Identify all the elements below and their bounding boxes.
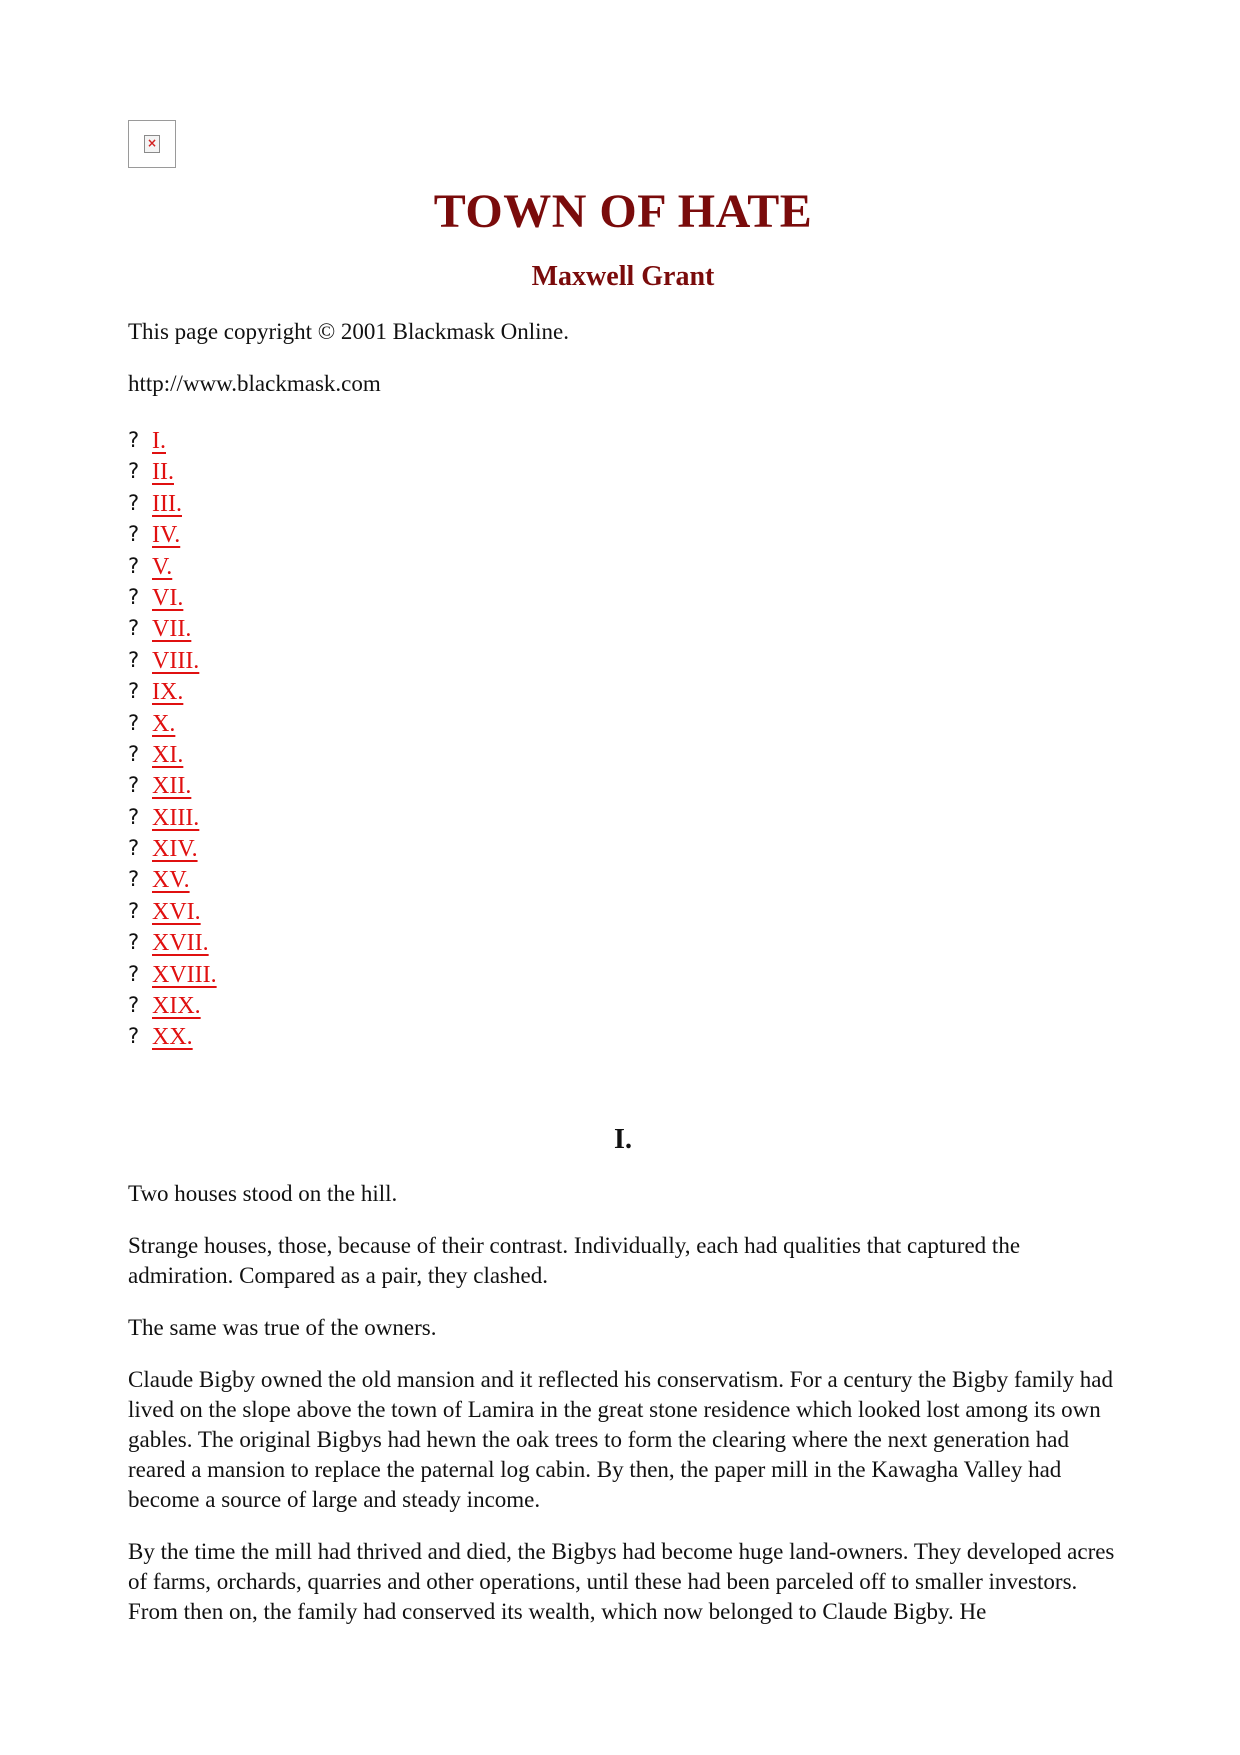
toc-link-chapter-11[interactable]: XI.: [152, 741, 184, 768]
toc-item: [128, 645, 1118, 676]
table-of-contents: [128, 425, 1118, 1059]
toc-bullet-icon: ?: [128, 741, 140, 766]
toc-item: [128, 1021, 1118, 1052]
toc-item: [128, 896, 1118, 927]
toc-link-chapter-1[interactable]: I.: [152, 428, 166, 454]
toc-item: [128, 990, 1118, 1021]
toc-bullet-icon: ?: [128, 898, 140, 923]
toc-bullet-icon: ?: [128, 836, 140, 861]
toc-item: [128, 582, 1118, 613]
toc-link-chapter-2[interactable]: II.: [152, 459, 174, 486]
toc-link-chapter-14[interactable]: XIV.: [152, 836, 198, 863]
toc-link-chapter-16[interactable]: XVI.: [152, 898, 201, 925]
toc-bullet-icon: ?: [128, 993, 140, 1018]
toc-bullet-icon: ?: [128, 522, 140, 547]
body-paragraph: By the time the mill had thrived and died, the Bigbys had become huge land-owners. They developed acres of farms, orchards, quarries and other operations, until these had been parceled off to smaller investors. From then on, the family had conserved its wealth, which now belonged to Claude Bigby. He: [128, 1539, 1115, 1624]
toc-item: [128, 770, 1118, 801]
toc-item: [128, 833, 1118, 864]
toc-link-chapter-9[interactable]: IX.: [152, 679, 184, 706]
toc-link-chapter-3[interactable]: III.: [152, 490, 182, 517]
toc-bullet-icon: ?: [128, 1024, 140, 1049]
toc-bullet-icon: ?: [128, 553, 140, 578]
toc-item: [128, 708, 1118, 739]
toc-link-chapter-7[interactable]: VII.: [152, 616, 192, 643]
toc-link-chapter-4[interactable]: IV.: [152, 522, 181, 549]
toc-item: [128, 959, 1118, 990]
toc-bullet-icon: ?: [128, 930, 140, 955]
toc-link-chapter-20[interactable]: XX.: [152, 1024, 193, 1051]
toc-item: [128, 488, 1118, 519]
broken-image-glyph: ×: [144, 135, 160, 153]
toc-link-chapter-15[interactable]: XV.: [152, 867, 190, 894]
toc-item: [128, 613, 1118, 644]
toc-item: [128, 425, 1118, 456]
toc-item: [128, 864, 1118, 895]
toc-link-chapter-13[interactable]: XIII.: [152, 804, 200, 831]
toc-link-chapter-18[interactable]: XVIII.: [152, 961, 217, 988]
toc-bullet-icon: ?: [128, 679, 140, 704]
body-paragraph: The same was true of the owners.: [128, 1315, 437, 1340]
toc-link-chapter-19[interactable]: XIX.: [152, 993, 201, 1020]
body-paragraph: Claude Bigby owned the old mansion and it reflected his conservatism. For a century the Bigby family had lived on the slope above the town of Lamira in the great stone residence which looked lost among its own gables. The original Bigbys had hewn the oak trees to form the clearing where the next generation had reared a mansion to replace the paternal log cabin. By then, the paper mill in the Kawagha Valley had become a source of large and steady income.: [128, 1367, 1113, 1512]
toc-bullet-icon: ?: [128, 710, 140, 735]
toc-link-chapter-8[interactable]: VIII.: [152, 647, 200, 674]
toc-bullet-icon: ?: [128, 459, 140, 484]
document-page: [128, 120, 1118, 1649]
toc-item: [128, 519, 1118, 550]
chapter-body: [128, 1179, 1118, 1627]
toc-item: [128, 456, 1118, 487]
toc-bullet-icon: ?: [128, 961, 140, 986]
toc-link-chapter-17[interactable]: XVII.: [152, 930, 209, 957]
toc-item: [128, 927, 1118, 958]
body-paragraph: Strange houses, those, because of their contrast. Individually, each had qualities that captured the admiration. Compared as a pair, they clashed.: [128, 1233, 1021, 1288]
book-title: TOWN OF HATE: [433, 185, 813, 238]
toc-link-chapter-12[interactable]: XII.: [152, 773, 192, 800]
chapter-heading: I.: [614, 1124, 632, 1155]
toc-bullet-icon: ?: [128, 804, 140, 829]
toc-item: [128, 551, 1118, 582]
toc-bullet-icon: ?: [128, 647, 140, 672]
toc-bullet-icon: ?: [128, 490, 140, 515]
body-paragraph: Two houses stood on the hill.: [128, 1181, 398, 1206]
toc-link-chapter-10[interactable]: X.: [152, 710, 176, 737]
toc-item: [128, 676, 1118, 707]
broken-image-icon: [128, 120, 176, 168]
toc-item: [128, 739, 1118, 770]
toc-link-chapter-6[interactable]: VI.: [152, 584, 184, 611]
toc-bullet-icon: ?: [128, 584, 140, 609]
toc-bullet-icon: ?: [128, 428, 140, 452]
toc-bullet-icon: ?: [128, 773, 140, 798]
copyright-notice: This page copyright © 2001 Blackmask Online.: [128, 319, 569, 344]
source-url: http://www.blackmask.com: [128, 371, 381, 396]
toc-link-chapter-5[interactable]: V.: [152, 553, 173, 580]
book-author: Maxwell Grant: [531, 261, 715, 292]
toc-item: [128, 802, 1118, 833]
toc-bullet-icon: ?: [128, 867, 140, 892]
toc-bullet-icon: ?: [128, 616, 140, 641]
